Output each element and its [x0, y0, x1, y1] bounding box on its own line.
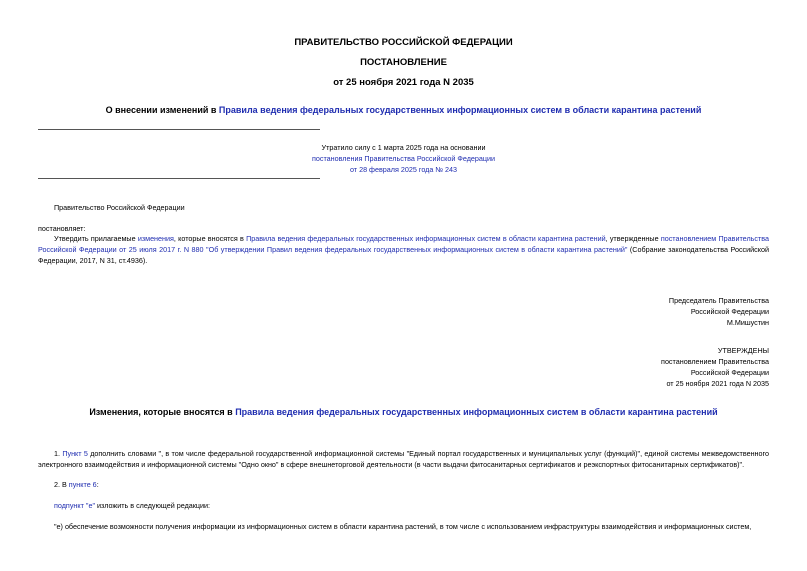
quote-paragraph: "е) обеспечение возможности получения информации из информационных систем в области карантина растений, в том числе с использованием инфраструктуры взаимодействия и информационных систем, [54, 522, 752, 531]
decides-line: постановляет: [38, 224, 86, 233]
approval-line2: постановлением Правительства [661, 357, 769, 366]
repeal-resolution-link[interactable]: постановления Правительства Российской Федерации [311, 154, 496, 163]
signature-name: М.Мишустин [726, 318, 769, 327]
resolution-880-link[interactable]: постановлением Правительства Российской Федерации от 25 июля 2017 г. N 880 "Об утверждении Правил ведения федеральных государственных информационных систем в области карантина растений" [38, 234, 769, 254]
signature-country: Российской Федерации [690, 307, 769, 316]
rules-link[interactable]: Правила ведения федеральных государственных информационных систем в области карантина растений [246, 234, 606, 243]
subitem-e-link[interactable]: подпункт "е" [54, 501, 95, 510]
signature-position: Председатель Правительства [668, 296, 769, 305]
document-title [0, 105, 807, 115]
government-name: ПРАВИТЕЛЬСТВО РОССИЙСКОЙ ФЕДЕРАЦИИ [294, 37, 513, 48]
government-rf-line: Правительство Российской Федерации [54, 203, 185, 212]
approval-line3: Российской Федерации [690, 368, 769, 377]
title-prefix: О внесении изменений в [105, 105, 219, 115]
item-2-colon: : [96, 480, 99, 489]
item-2-number: 2. В [54, 480, 69, 489]
repeal-date-link[interactable]: от 28 февраля 2025 года № 243 [349, 165, 458, 174]
approval-block [661, 345, 769, 389]
item-1-link[interactable]: Пункт 5 [62, 449, 88, 458]
repeal-notice [250, 142, 557, 175]
subitem-paragraph [38, 500, 769, 511]
document-type: ПОСТАНОВЛЕНИЕ [360, 57, 447, 68]
item-2-paragraph [38, 479, 769, 490]
subitem-text: изложить в следующей редакции: [95, 501, 211, 510]
approval-heading: УТВЕРЖДЕНЫ [717, 346, 769, 355]
title-rules-link[interactable]: Правила ведения федеральных государственных информационных систем в области карантина растений [218, 105, 702, 115]
p1-text-a: Утвердить прилагаемые [54, 234, 138, 243]
item-1-text: дополнить словами ", в том числе федеральной государственной информационной системы "Единый портал государственных и муниципальных услуг (функций)", единой системы межведомственного электронного взаимодействия и информационной системы "Одно окно" в сфере внешнеторговой деятельности (в части выдачи фитосанитарных сертификатов и реэкспортных фитосанитарных сертификатов)". [38, 449, 769, 469]
approval-line4: от 25 ноября 2021 года N 2035 [666, 379, 769, 388]
changes-title-rules-link[interactable]: Правила ведения федеральных государственных информационных систем в области карантина растений [235, 407, 718, 417]
item-1-paragraph [38, 448, 769, 470]
p1-text-d: (Собрание законодательства Российской Федерации, 2017, N 31, ст.4936). [38, 245, 769, 265]
changes-title [0, 407, 807, 417]
item-1-number: 1. [54, 449, 63, 458]
resolution-paragraph [38, 233, 769, 266]
p1-text-c: , утвержденные [605, 234, 661, 243]
divider-top [38, 129, 320, 130]
repeal-notice-text: Утратило силу с 1 марта 2025 года на основании [321, 143, 486, 152]
divider-bottom [38, 178, 320, 179]
changes-title-prefix: Изменения, которые вносятся в [89, 407, 236, 417]
p1-text-b: , которые вносятся в [173, 234, 247, 243]
signature-block [669, 295, 769, 328]
document-date-number: от 25 ноября 2021 года N 2035 [333, 77, 474, 88]
changes-link[interactable]: изменения [137, 234, 174, 243]
item-2-link[interactable]: пункте 6 [68, 480, 97, 489]
